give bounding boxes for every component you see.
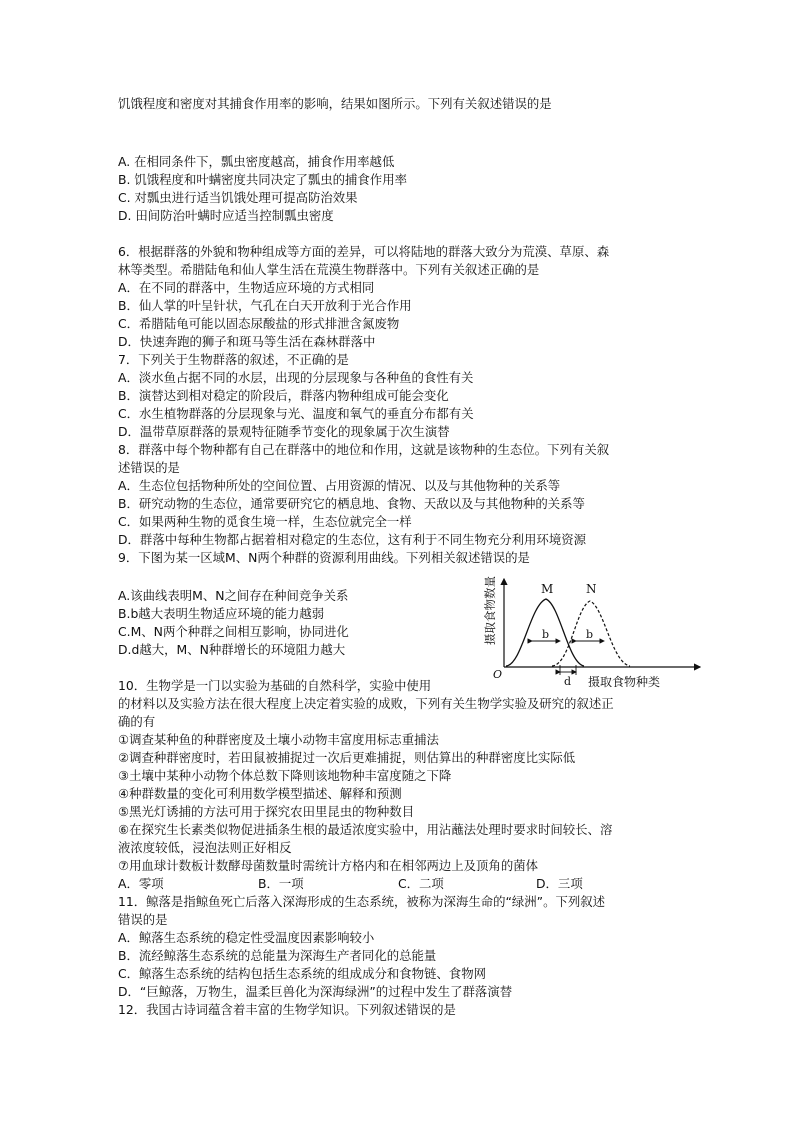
text-line: 饥饿程度和密度对其捕食作用率的影响，结果如图所示。下列有关叙述错误的是 [118, 96, 552, 111]
text-line: D．“巨鲸落，万物生，温柔巨兽化为深海绿洲”的过程中发生了群落演替 [118, 984, 513, 999]
text-line: 12．我国古诗词蕴含着丰富的生物学知识。下列叙述错误的是 [118, 1002, 456, 1017]
text-line: C．如果两种生物的觅食生境一样，生态位就完全一样 [118, 514, 412, 529]
text-line: D．群落中每种生物都占据着相对稳定的生态位，这有利于不同生物充分利用环境资源 [118, 532, 586, 547]
text-line: ③土壤中某种小动物个体总数下降则该地物种丰富度随之下降 [118, 768, 452, 783]
curve-m-label: M [541, 582, 554, 596]
text-line: ②调查种群密度时，若田鼠被捕捉过一次后更难捕捉，则估算出的种群密度比实际低 [118, 750, 576, 765]
text-line: D.d越大，M、N种群增长的环境阻力越大 [118, 642, 346, 657]
text-line: 9．下图为某一区域M、N两个种群的资源利用曲线。下列相关叙述错误的是 [118, 550, 530, 565]
text-line: 10．生物学是一门以实验为基础的自然科学，实验中使用 [118, 678, 432, 693]
text-line: 6．根据群落的外貌和物种组成等方面的差异，可以将陆地的群落大致分为荒漠、草原、森 [118, 244, 610, 259]
q10-option-c: C．二项 [398, 876, 444, 891]
text-line: A．生态位包括物种所处的空间位置、占用资源的情况、以及与其他物种的关系等 [118, 478, 561, 493]
text-line: ①调查某种鱼的种群密度及土壤小动物丰富度用标志重捕法 [118, 732, 439, 747]
width-b-left-label: b [542, 628, 550, 641]
text-line: A．在不同的群落中，生物适应环境的方式相同 [118, 280, 375, 295]
text-line: A．鲸落生态系统的稳定性受温度因素影响较小 [118, 930, 375, 945]
text-line: ⑤黑光灯诱捕的方法可用于探究农田里昆虫的物种数目 [118, 804, 415, 819]
x-axis-label: 摄取食物种类 [588, 675, 661, 689]
text-line: C.M、N两个种群之间相互影响，协同进化 [118, 624, 349, 639]
text-line: B. 饥饿程度和叶螨密度共同决定了瓢虫的捕食作用率 [118, 172, 407, 187]
origin-label: O [493, 668, 503, 681]
text-line: 的材料以及实验方法在很大程度上决定着实验的成败，下列有关生物学实验及研究的叙述正 [118, 696, 614, 711]
text-line: A．淡水鱼占据不同的水层，出现的分层现象与各种鱼的食性有关 [118, 370, 474, 385]
text-line: C. 对瓢虫进行适当饥饿处理可提高防治效果 [118, 190, 358, 205]
text-line: ⑥在探究生长素类似物促进插条生根的最适浓度实验中，用沾蘸法处理时要求时间较长、溶 [118, 822, 613, 837]
curve-n-label: N [586, 582, 597, 596]
width-b-right-label: b [586, 628, 594, 641]
q10-option-b: B．一项 [258, 876, 304, 891]
text-line: B.b越大表明生物适应环境的能力越弱 [118, 606, 325, 621]
text-line: B．流经鲸落生态系统的总能量为深海生产者同化的总能量 [118, 948, 437, 963]
text-line: C．水生植物群落的分层现象与光、温度和氧气的垂直分布都有关 [118, 406, 474, 421]
text-line: D. 田间防治叶螨时应适当控制瓢虫密度 [118, 208, 334, 223]
text-line: 7．下列关于生物群落的叙述，不正确的是 [118, 352, 349, 367]
y-axis-label: 摄取食物数量 [483, 576, 497, 645]
gap-d-label: d [564, 675, 572, 688]
text-line: C．鲸落生态系统的结构包括生态系统的组成成分和食物链、食物网 [118, 966, 486, 981]
text-line: 8．群落中每个物种都有自己在群落中的地位和作用，这就是该物种的生态位。下列有关叙 [118, 442, 610, 457]
text-line: D．温带草原群落的景观特征随季节变化的现象属于次生演替 [118, 424, 450, 439]
text-line: 确的有 [118, 714, 156, 729]
text-line: 液浓度较低，浸泡法则正好相反 [118, 840, 292, 855]
text-line: B．演替达到相对稳定的阶段后，群落内物种组成可能会变化 [118, 388, 449, 403]
text-line: A.该曲线表明M、N之间存在种间竞争关系 [118, 588, 349, 603]
text-line: C．希腊陆龟可能以固态尿酸盐的形式排泄含氮废物 [118, 316, 400, 331]
text-line: 11．鲸落是指鲸鱼死亡后落入深海形成的生态系统，被称为深海生命的“绿洲”。下列叙述 [118, 894, 606, 909]
text-line: 林等类型。希腊陆龟和仙人掌生活在荒漠生物群落中。下列有关叙述正确的是 [118, 262, 540, 277]
resource-utilization-figure [480, 575, 710, 690]
text-line: ⑦用血球计数板计数酵母菌数量时需统计方格内和在相邻两边上及顶角的菌体 [118, 858, 538, 873]
q10-option-d: D．三项 [536, 876, 583, 891]
text-line: D．快速奔跑的狮子和斑马等生活在森林群落中 [118, 334, 376, 349]
text-line: A. 在相同条件下，瓢虫密度越高，捕食作用率越低 [118, 154, 395, 169]
text-line: B．仙人掌的叶呈针状，气孔在白天开放利于光合作用 [118, 298, 412, 313]
q10-option-a: A．零项 [118, 876, 164, 891]
text-line: B．研究动物的生态位，通常要研究它的栖息地、食物、天敌以及与其他物种的关系等 [118, 496, 585, 511]
text-line: 错误的是 [118, 912, 168, 927]
text-line: ④种群数量的变化可利用数学模型描述、解释和预测 [118, 786, 402, 801]
text-line: 述错误的是 [118, 460, 180, 475]
